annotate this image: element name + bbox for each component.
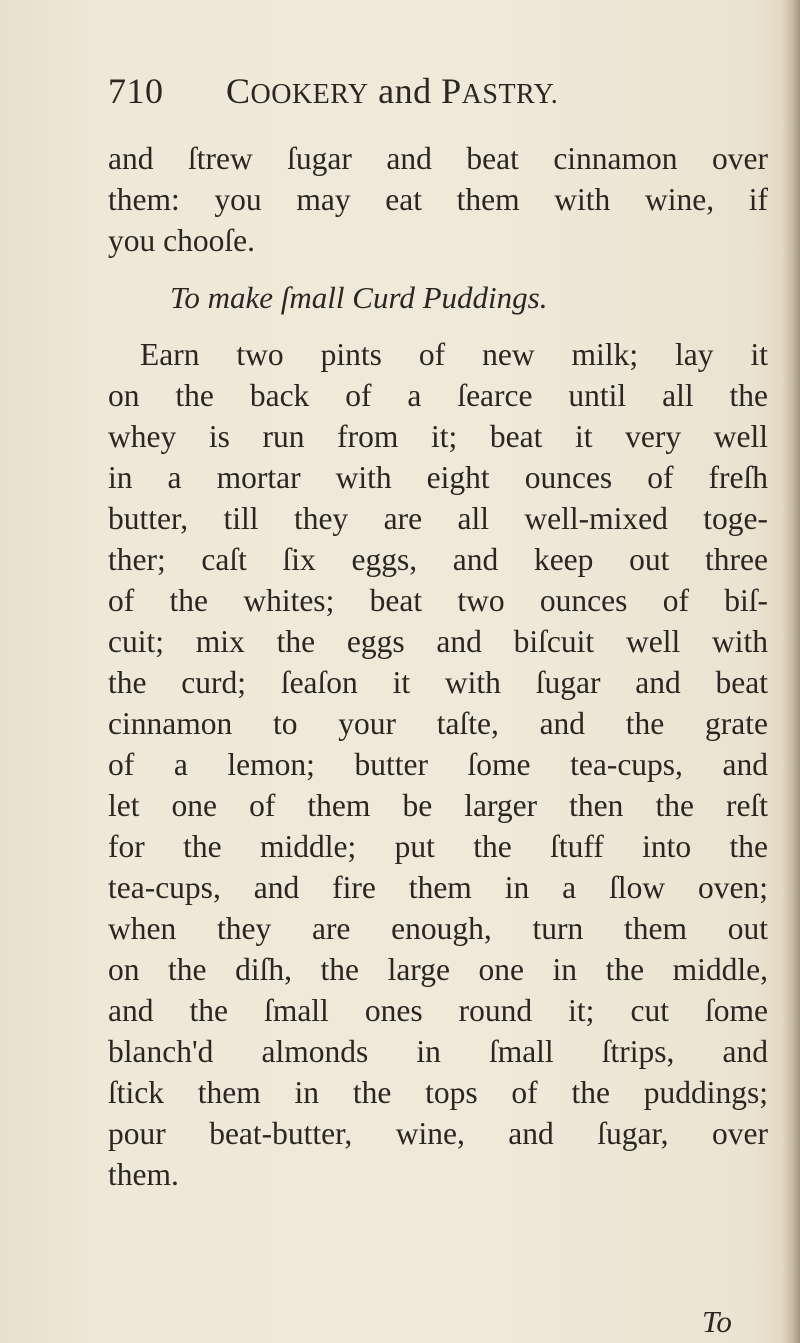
text-line: on the diſh, the large one in the middle, — [108, 952, 768, 987]
text-line: ſtick them in the tops of the puddings; — [108, 1075, 768, 1110]
text-line: in a mortar with eight ounces of freſh — [108, 460, 768, 495]
text-line: when they are enough, turn them out — [108, 911, 768, 946]
text-line: cinnamon to your taſte, and the grate — [108, 706, 768, 741]
text-line: pour beat-butter, wine, and ſugar, over — [108, 1116, 768, 1151]
running-head-c: C — [226, 71, 251, 111]
text-line: of the whites; beat two ounces of biſ- — [108, 583, 768, 618]
text-line: of a lemon; butter ſome tea-cups, and — [108, 747, 768, 782]
text-line: for the middle; put the ſtuff into the — [108, 829, 768, 864]
text-line: Earn two pints of new milk; lay it — [140, 337, 768, 372]
running-head-p: P — [441, 71, 462, 111]
page-number: 710 — [108, 71, 164, 111]
text-line: ther; caſt ſix eggs, and keep out three — [108, 542, 768, 577]
text-line: tea-cups, and fire them in a ſlow oven; — [108, 870, 768, 905]
text-line: and the ſmall ones round it; cut ſome — [108, 993, 768, 1028]
text-line: the curd; ſeaſon it with ſugar and beat — [108, 665, 768, 700]
catchword: To — [702, 1304, 732, 1339]
running-head — [226, 70, 558, 112]
running-head-and: and — [368, 71, 442, 111]
text-line: whey is run from it; beat it very well — [108, 419, 768, 454]
recipe-heading: To make ſmall Curd Puddings. — [170, 280, 548, 315]
text-line: blanch'd almonds in ſmall ſtrips, and — [108, 1034, 768, 1069]
text-line: them: you may eat them with wine, if — [108, 182, 768, 217]
running-head-ookery: OOKERY — [250, 79, 369, 110]
page-edge-shadow — [782, 0, 800, 1343]
text-line: butter, till they are all well-mixed toge- — [108, 501, 768, 536]
text-line: them. — [108, 1157, 179, 1192]
body-text — [108, 138, 768, 1195]
running-head-astry: ASTRY. — [461, 79, 559, 110]
text-line: on the back of a ſearce until all the — [108, 378, 768, 413]
text-line: cuit; mix the eggs and biſcuit well with — [108, 624, 768, 659]
page-header — [108, 70, 748, 120]
text-line: and ſtrew ſugar and beat cinnamon over — [108, 141, 768, 176]
text-line: let one of them be larger then the reſt — [108, 788, 768, 823]
text-line: you chooſe. — [108, 223, 255, 258]
